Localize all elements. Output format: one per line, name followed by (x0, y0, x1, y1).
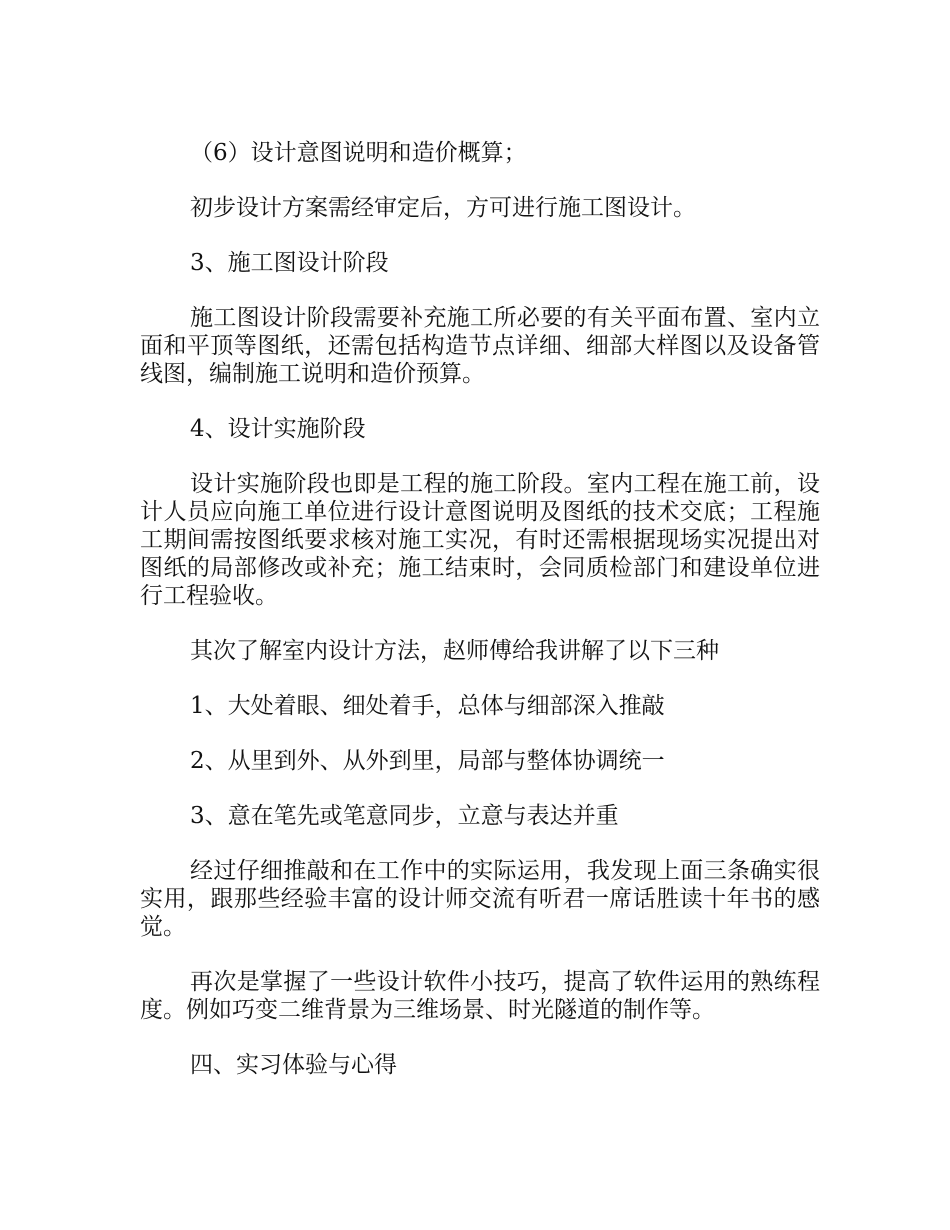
method-item-3: 3、意在笔先或笔意同步，立意与表达并重 (190, 803, 619, 829)
methods-reflection-paragraph: 经过仔细推敲和在工作中的实际运用，我发现上面三条确实很实用，跟那些经验丰富的设计师交流有听君一席话胜读十年书的感觉。 (140, 858, 820, 940)
section-four-heading: 四、实习体验与心得 (190, 1052, 397, 1078)
design-intent-item: （6）设计意图说明和造价概算； (190, 140, 527, 166)
construction-drawing-heading: 3、施工图设计阶段 (190, 250, 389, 276)
preliminary-design-paragraph: 初步设计方案需经审定后，方可进行施工图设计。 (190, 195, 696, 221)
document-body (140, 139, 820, 1106)
software-skills-paragraph: 再次是掌握了一些设计软件小技巧，提高了软件运用的熟练程度。例如巧变二维背景为三维场景、时光隧道的制作等。 (140, 969, 820, 1023)
method-item-1: 1、大处着眼、细处着手，总体与细部深入推敲 (190, 693, 665, 719)
design-methods-intro: 其次了解室内设计方法，赵师傅给我讲解了以下三种 (190, 638, 719, 664)
method-item-2: 2、从里到外、从外到里，局部与整体协调统一 (190, 748, 665, 774)
implementation-heading: 4、设计实施阶段 (190, 416, 366, 442)
implementation-paragraph: 设计实施阶段也即是工程的施工阶段。室内工程在施工前，设计人员应向施工单位进行设计意图说明及图纸的技术交底；工程施工期间需按图纸要求核对施工实况，有时还需根据现场实况提出对图纸的局部修改或补充；施工结束时，会同质检部门和建设单位进行工程验收。 (140, 471, 820, 609)
construction-drawing-paragraph: 施工图设计阶段需要补充施工所必要的有关平面布置、室内立面和平顶等图纸，还需包括构造节点详细、细部大样图以及设备管线图，编制施工说明和造价预算。 (140, 305, 820, 387)
